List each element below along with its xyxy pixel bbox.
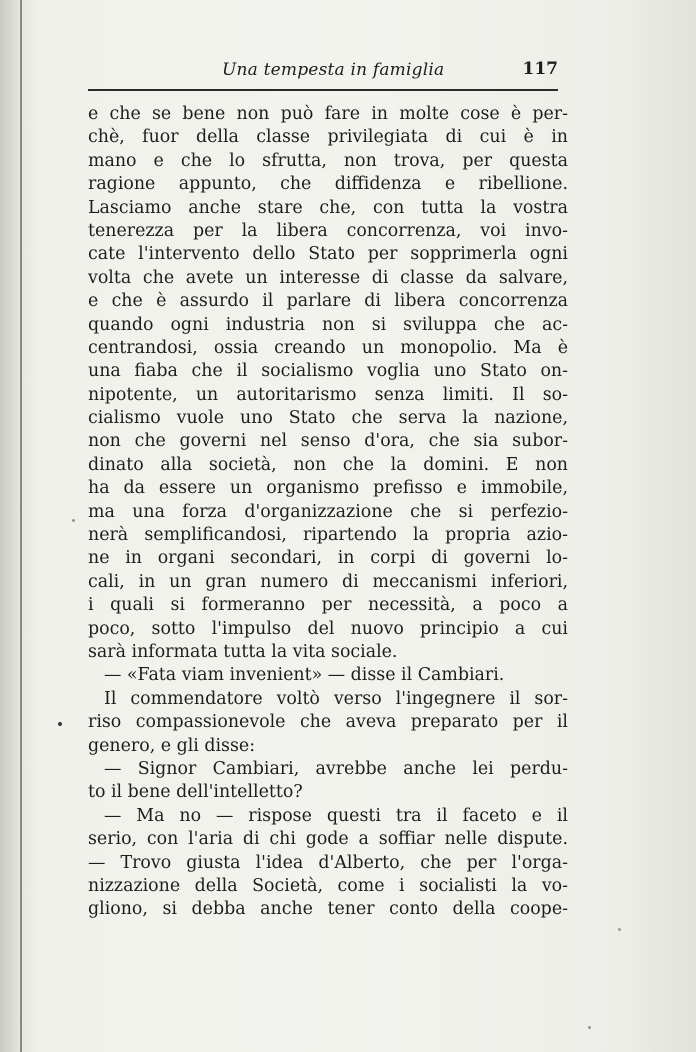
running-head: [88, 58, 558, 84]
text-line: chè, fuor della classe privilegiata di cui è in: [88, 127, 568, 148]
text-line: una fiaba che il socialismo voglia uno Stato on-: [88, 361, 568, 382]
text-line: — «Fata viam invenient» — disse il Cambiari.: [104, 665, 505, 686]
text-line: e che è assurdo il parlare di libera concorrenza: [88, 291, 568, 312]
text-line: ragione appunto, che diffidenza e ribellione.: [88, 174, 568, 195]
text-line: ma una forza d'organizzazione che si perfezio-: [88, 501, 568, 522]
text-line: tenerezza per la libera concorrenza, voi invo-: [88, 220, 568, 241]
text-line: cate l'intervento dello Stato per sopprimerla ogni: [88, 244, 568, 265]
ink-speck: [72, 519, 75, 522]
body-text: [88, 103, 568, 922]
text-line: volta che avete un interesse di classe da salvare,: [88, 267, 568, 288]
text-line: dinato alla società, non che la domini. E non: [88, 454, 568, 475]
text-line: quando ogni industria non si sviluppa che ac-: [88, 314, 568, 335]
binding-edge: [20, 0, 22, 1052]
text-line: e che se bene non può fare in molte cose è per-: [88, 104, 568, 124]
text-line: — Signor Cambiari, avrebbe anche lei perdu-: [104, 758, 568, 779]
text-line: non che governi nel senso d'ora, che sia subor-: [88, 431, 568, 452]
text-line: ha da essere un organismo prefisso e immobile,: [88, 478, 568, 499]
binding-shadow: [0, 0, 20, 1052]
text-line: gliono, si debba anche tener conto della coope-: [88, 899, 568, 920]
ink-speck: [58, 722, 62, 726]
text-line: sarà informata tutta la vita sociale.: [88, 641, 398, 662]
text-line: serio, con l'aria di chi gode a soffiar nelle dispute.: [88, 829, 568, 850]
running-title: Una tempesta in famiglia: [222, 60, 445, 80]
text-line: nizzazione della Società, come i socialisti la vo-: [88, 875, 568, 896]
text-line: Il commendatore voltò verso l'ingegnere il sor-: [104, 688, 568, 709]
text-line: cali, in un gran numero di meccanismi inferiori,: [88, 571, 568, 592]
text-line: riso compassionevole che aveva preparato per il: [88, 712, 568, 733]
text-line: to il bene dell'intelletto?: [88, 782, 303, 803]
header-rule: [88, 89, 558, 91]
text-line: cialismo vuole uno Stato che serva la nazione,: [88, 408, 568, 429]
ink-speck: [618, 928, 621, 931]
text-line: centrandosi, ossia creando un monopolio. Ma è: [88, 337, 568, 358]
text-line: nipotente, un autoritarismo senza limiti. Il so-: [88, 384, 568, 405]
text-line: Lasciamo anche stare che, con tutta la vostra: [88, 197, 568, 218]
text-line: mano e che lo sfrutta, non trova, per questa: [88, 150, 568, 171]
text-line: i quali si formeranno per necessità, a poco a: [88, 595, 568, 616]
text-line: poco, sotto l'impulso del nuovo principio a cui: [88, 618, 568, 639]
text-line: ne in organi secondari, in corpi di governi lo-: [88, 548, 568, 569]
text-line: nerà semplificandosi, ripartendo la propria azio-: [88, 525, 568, 546]
text-line: — Trovo giusta l'idea d'Alberto, che per l'orga-: [88, 852, 568, 873]
text-line: — Ma no — rispose questi tra il faceto e il: [104, 805, 568, 826]
page-number: 117: [522, 59, 558, 79]
ink-speck: [588, 1026, 591, 1029]
text-line: genero, e gli disse:: [88, 735, 256, 756]
